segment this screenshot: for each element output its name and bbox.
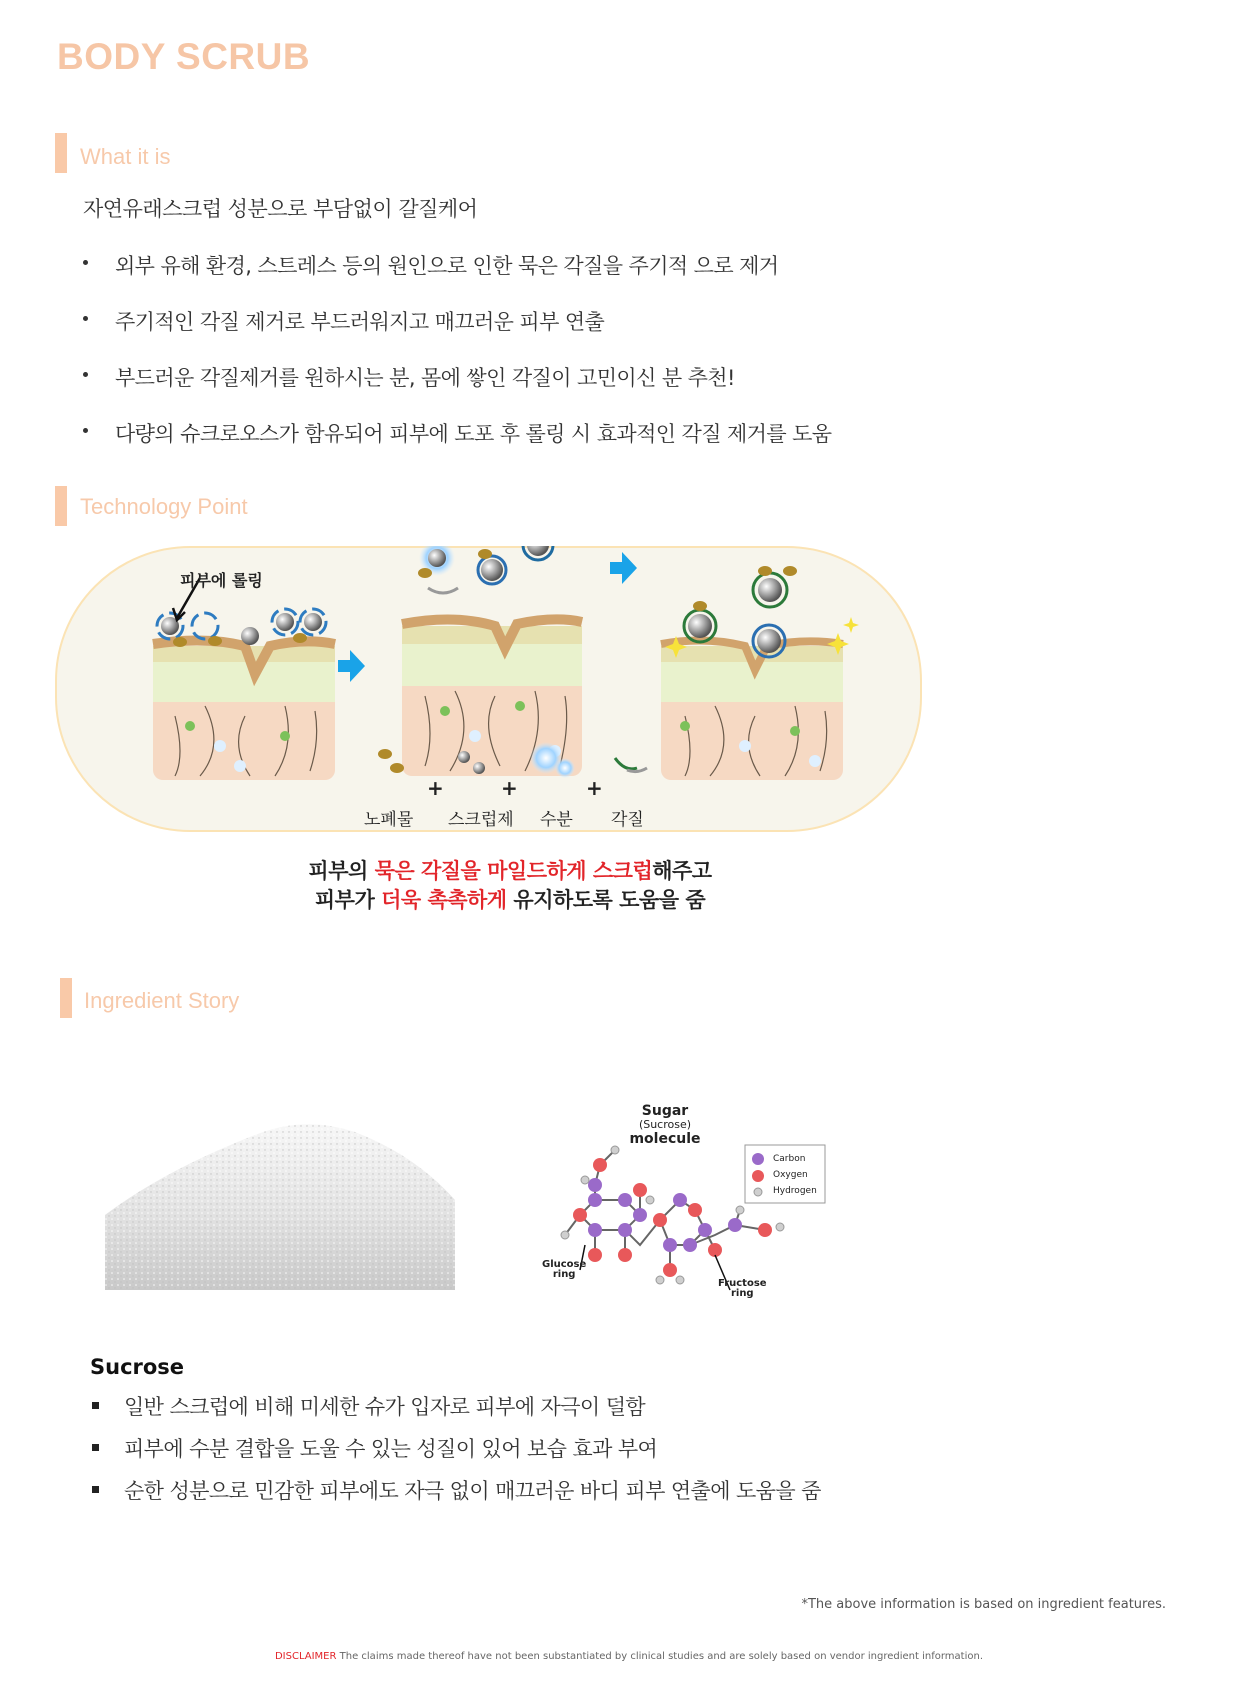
section-bar <box>55 133 67 173</box>
plus-sign: + <box>427 776 444 800</box>
plus-sign: + <box>586 776 603 800</box>
legend-waste: 노폐물 <box>364 810 414 830</box>
disclaimer-label: DISCLAIMER <box>274 1651 337 1662</box>
arrow-icon <box>610 552 637 584</box>
footnote: *The above information is based on ingredient features. <box>801 1597 1166 1612</box>
section-bar <box>55 486 67 526</box>
skin-block-3 <box>661 640 843 780</box>
legend-scrub: 스크럽제 <box>448 810 514 830</box>
molecule-title: Sugar (Sucrose) molecule <box>629 1103 701 1147</box>
what-it-is-lead: 자연유래스크럽 성분으로 부담없이 갈질케어 <box>83 197 478 221</box>
glucose-ring-label: Glucose ring <box>542 1259 587 1280</box>
page-title: BODY SCRUB <box>57 36 311 77</box>
disclaimer <box>0 1651 1258 1662</box>
list-item: 일반 스크럽에 비해 미세한 슈가 입자로 피부에 자극이 덜함 <box>92 1391 645 1421</box>
legend-keratin: 각질 <box>611 810 644 830</box>
section-bar <box>60 978 72 1018</box>
bullet-dot <box>83 260 88 265</box>
section-title-what-it-is: What it is <box>80 144 171 169</box>
list-item: 순한 성분으로 민감한 피부에도 자극 없이 매끄러운 바디 피부 연출에 도움을 줌 <box>92 1475 821 1505</box>
tech-caption-line-1: 피부의 묵은 각질을 마일드하게 스크럽해주고 <box>308 859 712 883</box>
bullet-dot <box>83 428 88 433</box>
list-item: 피부에 수분 결합을 도울 수 있는 성질이 있어 보습 효과 부여 <box>92 1433 657 1463</box>
section-title-technology: Technology Point <box>80 494 248 519</box>
molecule-legend: Carbon Oxygen Hydrogen <box>773 1154 817 1196</box>
disclaimer-text: The claims made thereof have not been substantiated by clinical studies and are solely based on vendor ingredient information. <box>336 1651 983 1662</box>
list-item: 외부 유해 환경, 스트레스 등의 원인으로 인한 묵은 각질을 주기적 으로 제거 <box>83 250 778 280</box>
skin-block-1 <box>153 640 335 780</box>
rolling-label: 피부에 롤링 <box>180 571 263 590</box>
plus-sign: + <box>501 776 518 800</box>
list-item: 주기적인 각질 제거로 부드러워지고 매끄러운 피부 연출 <box>83 306 604 336</box>
list-item: 부드러운 각질제거를 원하시는 분, 몸에 쌓인 각질이 고민이신 분 추천! <box>83 362 735 392</box>
ingredient-name: Sucrose <box>90 1355 185 1379</box>
list-item: 다량의 슈크로오스가 함유되어 피부에 도포 후 롤링 시 효과적인 각질 제거를 도움 <box>83 418 831 448</box>
bullet-dot <box>83 372 88 377</box>
tech-caption-line-2: 피부가 더욱 촉촉하게 유지하도록 도움을 줌 <box>314 888 706 912</box>
legend-water: 수분 <box>540 810 573 830</box>
bullet-square <box>92 1402 99 1409</box>
bullet-dot <box>83 316 88 321</box>
fructose-ring-label: Fructose ring <box>718 1278 767 1299</box>
bullet-square <box>92 1486 99 1493</box>
sugar-pile-image <box>105 1110 455 1290</box>
section-title-ingredient: Ingredient Story <box>84 988 240 1013</box>
bullet-square <box>92 1444 99 1451</box>
arrow-icon <box>338 650 365 682</box>
floating-particles <box>418 546 553 593</box>
